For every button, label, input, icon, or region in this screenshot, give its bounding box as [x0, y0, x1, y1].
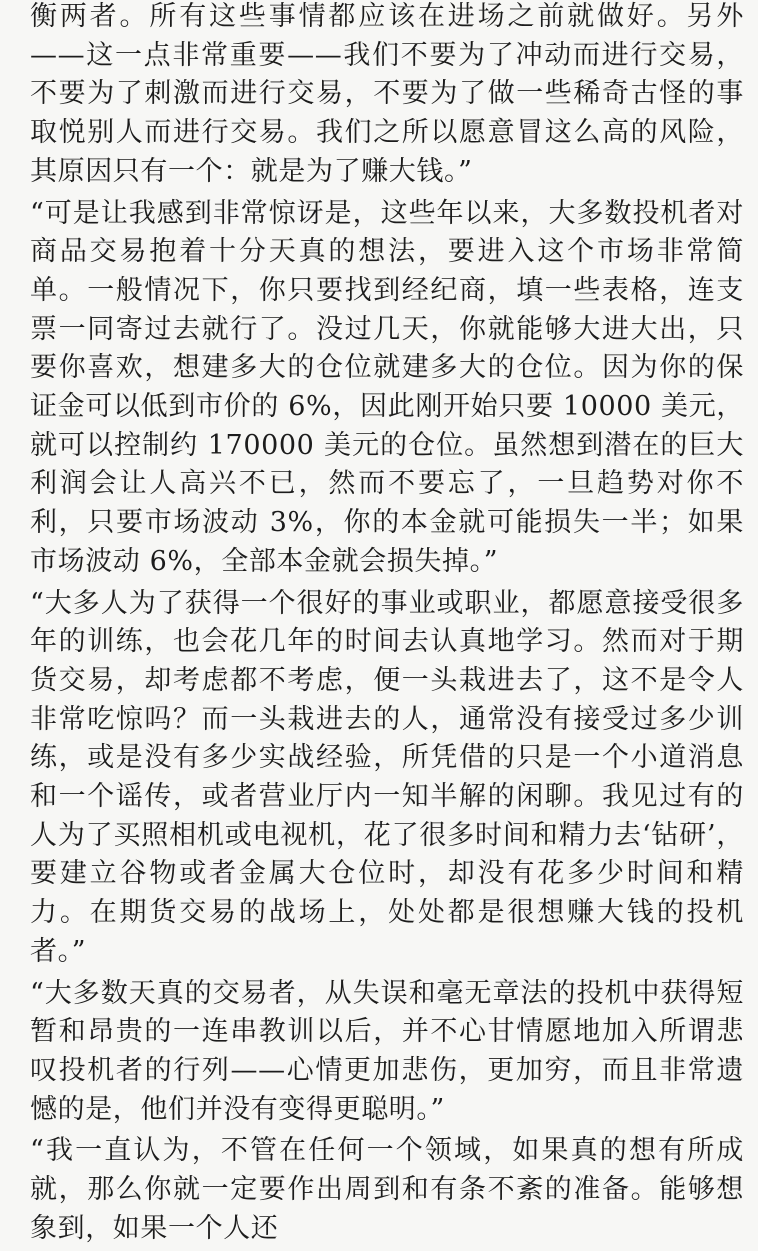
paragraph-5: “我一直认为，不管在任何一个领域，如果真的想有所成就，那么你就一定要作出周到和有条不紊的准备。能够想象到，如果一个人还: [30, 1135, 744, 1244]
paragraph-2: “可是让我感到非常惊讶是，这些年以来，大多数投机者对商品交易抱着十分天真的想法，要进入这个市场非常简单。一般情况下，你只要找到经纪商，填一些表格，连支票一同寄过去就行了。没过几天，你就能够大进大出，只要你喜欢，想建多大的仓位就建多大的仓位。因为你的保证金可以低到市价的 6%，因此刚开始只要 10000 美元，就可以控制约 170000 美元的仓位。虽然想到潜在的巨大利润会让人高兴不已，然而不要忘了，一旦趋势对你不利，只要市场波动 3%，你的本金就可能损失一半；如果市场波动 6%，全部本金就会损失掉。”: [30, 197, 744, 577]
paragraph-1: 衡两者。所有这些事情都应该在进场之前就做好。另外——这一点非常重要——我们不要为了冲动而进行交易，不要为了刺激而进行交易，不要为了做一些稀奇古怪的事取悦别人而进行交易。我们之所以愿意冒这么高的风险，其原因只有一个：就是为了赚大钱。”: [30, 1, 744, 187]
paragraph-3: “大多人为了获得一个很好的事业或职业，都愿意接受很多年的训练，也会花几年的时间去认真地学习。然而对于期货交易，却考虑都不考虑，便一头栽进去了，这不是令人非常吃惊吗？而一头栽进去的人，通常没有接受过多少训练，或是没有多少实战经验，所凭借的只是一个小道消息和一个谣传，或者营业厅内一知半解的闲聊。我见过有的人为了买照相机或电视机，花了很多时间和精力去‘钻研’，要建立谷物或者金属大仓位时，却没有花多少时间和精力。在期货交易的战场上，处处都是很想赚大钱的投机者。”: [30, 587, 744, 967]
paragraph-4: “大多数天真的交易者，从失误和毫无章法的投机中获得短暂和昂贵的一连串教训以后，并不心甘情愿地加入所谓悲叹投机者的行列——心情更加悲伤，更加穷，而且非常遗憾的是，他们并没有变得更聪明。”: [30, 977, 744, 1125]
